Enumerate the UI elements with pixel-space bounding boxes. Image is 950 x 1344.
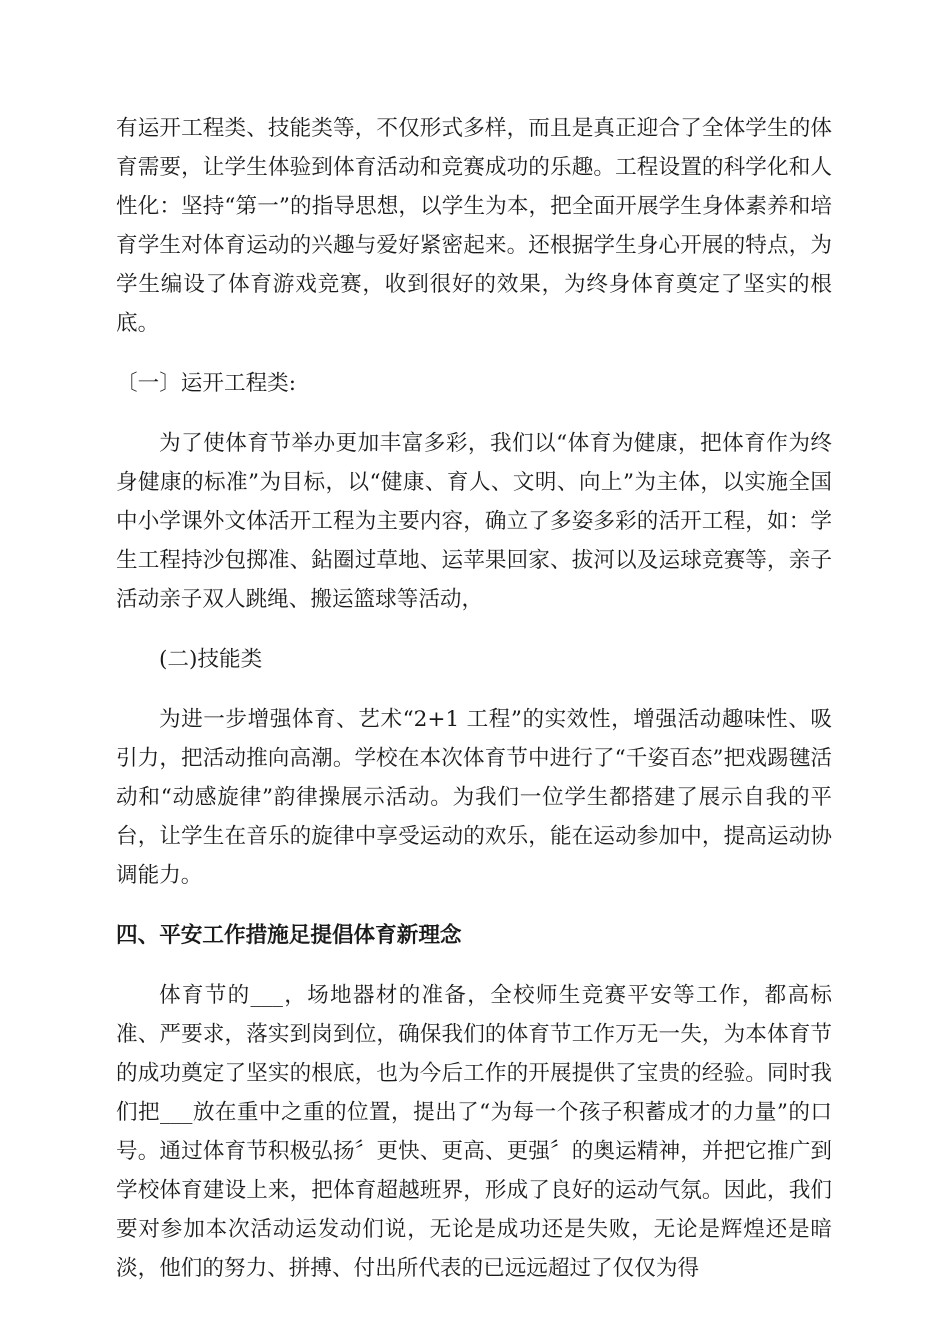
- subheading-skills: (二)技能类: [159, 647, 263, 672]
- subheading-activity-projects: 〔一〕运开工程类:: [116, 371, 297, 396]
- document-body: [116, 109, 832, 1309]
- activity-projects-paragraph: 为了使体育节举办更加丰富多彩，我们以“体育为健康，把体育作为终身健康的标准”为目标，以“健康、育人、文明、向上”为主体，以实施全国中小学课外文体活开工程为主要内容，确立了多姿多彩的活开工程，如：学生工程持沙包掷准、鉆圈过草地、运苹果回家、拔河以及运球竞赛等，亲子活动亲子双人跳绳、搬运篮球等活动，: [116, 431, 832, 612]
- safety-paragraph: 体育节的___，场地器材的准备，全校师生竞赛平安等工作，都高标准、严要求，落实到岗到位，确保我们的体育节工作万无一失，为本体育节的成功奠定了坚实的根底，也为今后工作的开展提供了宝贵的经验。同时我们把___放在重中之重的位置，提出了“为每一个孩子积蓄成才的力量”的口号。通过体育节积极弘扬〞更快、更高、更强〞的奥运精神，并把它推广到学校体育建设上来，把体育超越班界，形成了良好的运动气氛。因此，我们要对参加本次活动运发动们说，无论是成功还是失败，无论是辉煌还是暗淡，他们的努力、拼搏、付出所代表的已远远超过了仅仅为得: [116, 983, 832, 1281]
- skills-paragraph: 为进一步增强体育、艺术“2+1 工程”的实效性，增强活动趣味性、吸引力，把活动推向高潮。学校在本次体育节中进行了“千姿百态”把戏踢毽活动和“动感旋律”韵律操展示活动。为我们一位学生都搭建了展示自我的平台，让学生在音乐的旋律中享受运动的欢乐，能在运动参加中，提高运动协调能力。: [116, 707, 832, 888]
- section-4-heading: 四、平安工作措施足提倡体育新理念: [116, 923, 462, 948]
- intro-paragraph: 有运开工程类、技能类等，不仅形式多样，而且是真正迎合了全体学生的体育需要，让学生体验到体育活动和竞赛成功的乐趣。工程设置的科学化和人性化：坚持“第一”的指导思想，以学生为本，把全面开展学生身体素养和培育学生对体育运动的兴趣与爱好紧密起来。还根据学生身心开展的特点，为学生编设了体育游戏竞赛，收到很好的效果，为终身体育奠定了坚实的根底。: [116, 116, 832, 336]
